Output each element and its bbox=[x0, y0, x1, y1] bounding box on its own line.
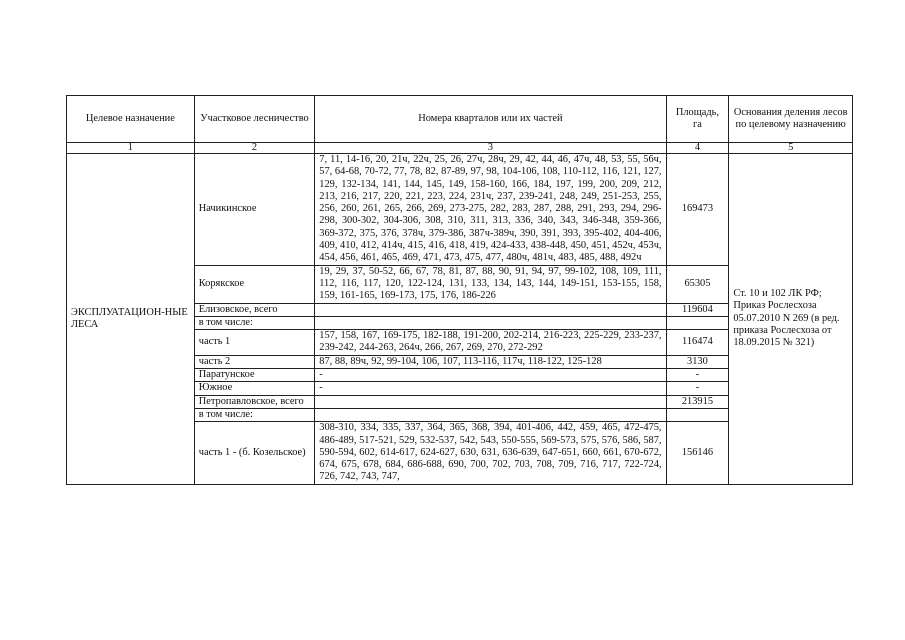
forestry-cell: в том числе: bbox=[194, 316, 315, 329]
column-number: 4 bbox=[666, 143, 729, 154]
quarters-cell: 157, 158, 167, 169-175, 182-188, 191-200, 202-214, 216-223, 225-229, 233-237, 239-242, 244-263, 264ч, 266, 267, 269, 270, 272-292 bbox=[315, 330, 666, 356]
quarters-cell bbox=[315, 395, 666, 408]
column-number: 5 bbox=[729, 143, 853, 154]
forestry-cell: Корякское bbox=[194, 265, 315, 303]
quarters-cell bbox=[315, 303, 666, 316]
table-row bbox=[67, 154, 853, 266]
area-cell: 119604 bbox=[666, 303, 729, 316]
area-cell: - bbox=[666, 382, 729, 395]
forestry-cell: Начикинское bbox=[194, 154, 315, 266]
table-header-row bbox=[67, 96, 853, 143]
column-number: 3 bbox=[315, 143, 666, 154]
forestry-cell: Петропавловское, всего bbox=[194, 395, 315, 408]
area-cell: 213915 bbox=[666, 395, 729, 408]
area-cell: - bbox=[666, 369, 729, 382]
area-cell: 3130 bbox=[666, 355, 729, 368]
area-cell bbox=[666, 316, 729, 329]
forestry-cell: Елизовское, всего bbox=[194, 303, 315, 316]
header-purpose: Целевое назначение bbox=[67, 96, 195, 143]
quarters-cell: 19, 29, 37, 50-52, 66, 67, 78, 81, 87, 88, 90, 91, 94, 97, 99-102, 108, 109, 111, 112, 116, 117, 120, 122-124, 131, 133, 134, 143, 144, 149-151, 153-155, 158, 159, 161-165, 169-173, 175, 176, 186-226 bbox=[315, 265, 666, 303]
quarters-cell: - bbox=[315, 382, 666, 395]
purpose-cell: ЭКСПЛУАТАЦИОН-НЫЕ ЛЕСА bbox=[67, 154, 195, 485]
area-cell: 65305 bbox=[666, 265, 729, 303]
column-number: 2 bbox=[194, 143, 315, 154]
quarters-cell bbox=[315, 316, 666, 329]
forestry-cell: Южное bbox=[194, 382, 315, 395]
quarters-cell: 308-310, 334, 335, 337, 364, 365, 368, 394, 401-406, 442, 459, 465, 472-475, 486-489, 517-521, 529, 532-537, 542, 543, 550-555, 569-573, 575, 576, 586, 587, 590-594, 602, 614-617, 624-627, 630, 631, 636-639, 647-651, 660, 661, 670-672, 674, 675, 678, 684, 686-688, 690, 700, 702, 703, 708, 709, 716, 717, 722-724, 726, 742, 743, 747, bbox=[315, 422, 666, 484]
column-number: 1 bbox=[67, 143, 195, 154]
quarters-cell: 87, 88, 89ч, 92, 99-104, 106, 107, 113-116, 117ч, 118-122, 125-128 bbox=[315, 355, 666, 368]
header-basis: Основания деления лесов по целевому назначению bbox=[729, 96, 853, 143]
area-cell bbox=[666, 408, 729, 421]
quarters-cell bbox=[315, 408, 666, 421]
header-forestry: Участковое лесничество bbox=[194, 96, 315, 143]
area-cell: 156146 bbox=[666, 422, 729, 484]
area-cell: 169473 bbox=[666, 154, 729, 266]
header-quarters: Номера кварталов или их частей bbox=[315, 96, 666, 143]
area-cell: 116474 bbox=[666, 330, 729, 356]
forestry-cell: часть 1 - (б. Козельское) bbox=[194, 422, 315, 484]
quarters-cell: - bbox=[315, 369, 666, 382]
forest-purpose-table bbox=[66, 95, 853, 485]
forestry-cell: часть 1 bbox=[194, 330, 315, 356]
forestry-cell: в том числе: bbox=[194, 408, 315, 421]
header-area: Площадь, га bbox=[666, 96, 729, 143]
column-number-row bbox=[67, 143, 853, 154]
quarters-cell: 7, 11, 14-16, 20, 21ч, 22ч, 25, 26, 27ч, 28ч, 29, 42, 44, 46, 47ч, 48, 53, 55, 56ч, 57, 64-68, 70-72, 77, 78, 82, 87-89, 97, 98, 104-106, 108, 110-112, 116, 121, 127, 129, 132-134, 141, 144, 145, 149, 158-160, 166, 184, 197, 199, 200, 209, 212, 213, 216, 217, 220, 221, 223, 224, 231ч, 237, 239-241, 248, 249, 251-253, 255, 256, 260, 261, 265, 266, 269, 273-275, 282, 283, 287, 288, 291, 293, 294, 296-298, 300-302, 304-306, 308, 310, 311, 313, 336, 340, 343, 346-348, 359-366, 369-372, 375, 376, 378ч, 379-386, 387ч-389ч, 390, 391, 393, 395-402, 404-406, 409, 410, 412, 414ч, 415, 416, 418, 419, 424-433, 438-448, 450, 451, 452ч, 453ч, 454, 456, 461, 465, 469, 471, 473, 475, 477, 480ч, 481ч, 483, 485, 488, 492ч bbox=[315, 154, 666, 266]
forestry-cell: Паратунское bbox=[194, 369, 315, 382]
forestry-cell: часть 2 bbox=[194, 355, 315, 368]
basis-cell: Ст. 10 и 102 ЛК РФ; Приказ Рослесхоза 05.07.2010 N 269 (в ред. приказа Рослесхоза от 18.09.2015 № 321) bbox=[729, 154, 853, 485]
